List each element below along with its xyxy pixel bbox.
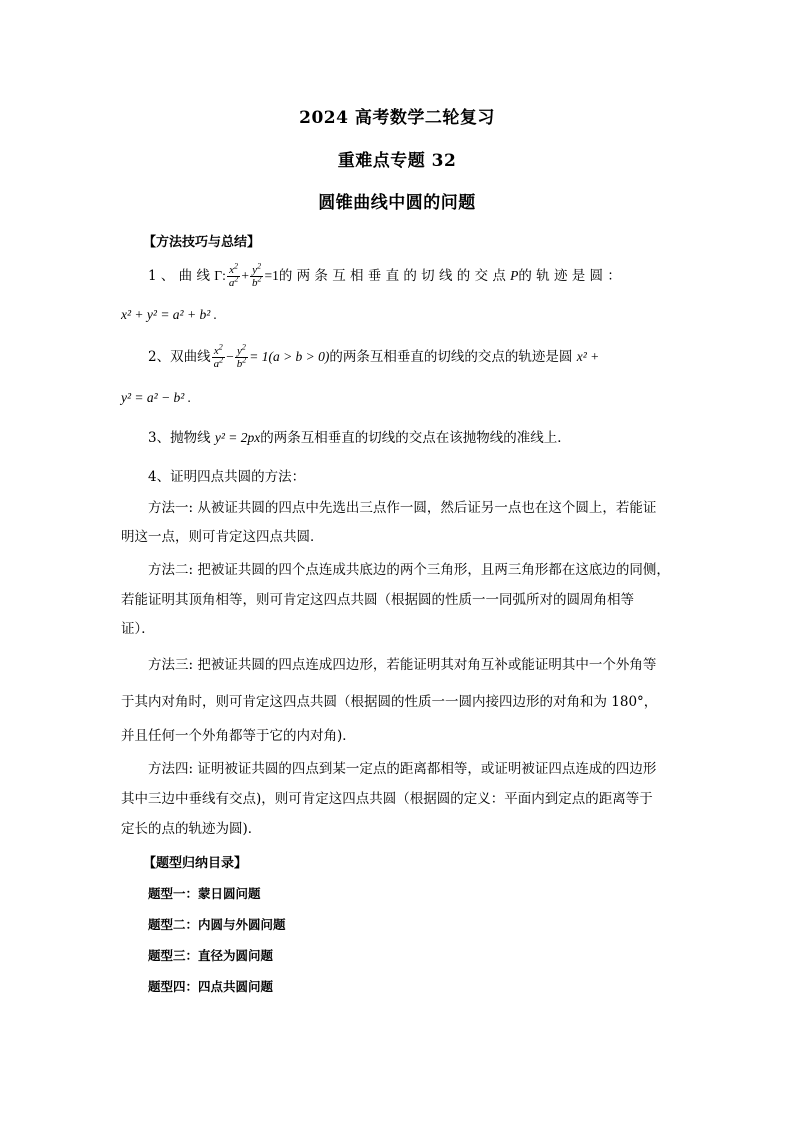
method-2-line-3: 证）． xyxy=(121,621,155,637)
item-1-line-2: x² + y² = a² + b² . xyxy=(121,307,218,322)
method-2-line-2: 若能证明其顶角相等，则可肯定这四点共圆（根据圆的性质一一同弧所对的圆周角相等 xyxy=(121,592,634,608)
item-3-suffix: 的两条互相垂直的切线的交点在该抛物线的准线上． xyxy=(260,430,571,446)
fraction-x2-a2: $\frac{x^2}{a^2}$ xyxy=(213,342,224,370)
main-title: 2024 高考数学二轮复习 xyxy=(299,108,495,128)
item-2-prefix: 2、双曲线 xyxy=(148,349,211,365)
method-4-line-2: 其中三边中垂线有交点)，则可肯定这四点共圆（根据圆的定义：平面内到定点的距离等于 xyxy=(121,791,653,807)
item-1-suffix: 的 轨 迹 是 圆 ： xyxy=(518,268,621,284)
item-3-equation: y² = 2px xyxy=(214,430,261,445)
section-heading-methods: 【方法技巧与总结】 xyxy=(143,235,261,250)
fraction-x2-a2: $\frac{x^2}{a^2}$ xyxy=(228,261,239,289)
toc-item-4: 题型四：四点共圆问题 xyxy=(148,979,274,994)
item-2-condition: = 1(a > b > 0) xyxy=(249,349,330,364)
toc-item-2: 题型二：内圆与外圆问题 xyxy=(148,917,286,932)
item-1-prefix: 1 、 曲 线 xyxy=(148,268,210,284)
item-3-prefix: 3、抛物线 xyxy=(148,430,211,446)
item-1-line-1: 1 、 曲 线 Γ: $\frac{x^2}{a^2}$ + $\frac{y^2}{b^2}$ =1的 两 条 互 相 垂 直 的 切 线 的 交 点 P的 轨 迹 是 圆 ： xyxy=(148,261,621,289)
topic-title: 圆锥曲线中圆的问题 xyxy=(318,193,476,213)
gamma-symbol: Γ: xyxy=(214,268,226,283)
item-2-suffix: 的两条互相垂直的切线的交点的轨迹是圆 xyxy=(329,349,573,365)
toc-item-1: 题型一：蒙日圆问题 xyxy=(148,886,261,901)
item-3-line xyxy=(148,428,681,448)
fraction-y2-b2: $\frac{y^2}{b^2}$ xyxy=(251,261,262,289)
point-p: P xyxy=(510,268,519,283)
method-4-line-1: 方法四: 证明被证共圆的四点到某一定点的距离都相等，或证明被证四点连成的四边形 xyxy=(148,761,657,777)
method-3-line-3: 并且任何一个外角都等于它的内对角)． xyxy=(121,728,356,744)
item-1-mid: 的 两 条 互 相 垂 直 的 切 线 的 交 点 xyxy=(278,268,506,284)
item-2-line-2: y² = a² − b² . xyxy=(121,390,192,405)
item-2-line-1: 2、双曲线 $\frac{x^2}{a^2}$ − $\frac{y^2}{b^2}$ = 1(a > b > 0)的两条互相垂直的切线的交点的轨迹是圆 x² + xyxy=(148,342,600,370)
fraction-y2-b2: $\frac{y^2}{b^2}$ xyxy=(236,342,247,370)
toc-item-3: 题型三：直径为圆问题 xyxy=(148,948,274,963)
section-heading-toc: 【题型归纳目录】 xyxy=(143,856,248,871)
method-4-line-3: 定长的点的轨迹为圆)． xyxy=(121,821,262,837)
method-3-line-2: 于其内对角时，则可肯定这四点共圆（根据圆的性质一一圆内接四边形的对角和为 180°， xyxy=(121,694,658,710)
item-2-tail: x² + xyxy=(576,349,600,364)
method-1-line-1: 方法一: 从被证共圆的四点中先选出三点作一圆，然后证另一点也在这个圆上，若能证 xyxy=(148,500,657,516)
method-2-line-1: 方法二: 把被证共圆的四个点连成共底边的两个三角形，且两三角形都在这底边的同侧， xyxy=(148,562,670,578)
method-1-line-2: 明这一点，则可肯定这四点共圆． xyxy=(121,529,324,545)
method-3-line-1: 方法三: 把被证共圆的四点连成四边形，若能证明其对角互补或能证明其中一个外角等 xyxy=(148,657,657,673)
sub-title: 重难点专题 32 xyxy=(337,151,457,171)
item-4-line: 4、证明四点共圆的方法： xyxy=(148,469,306,485)
